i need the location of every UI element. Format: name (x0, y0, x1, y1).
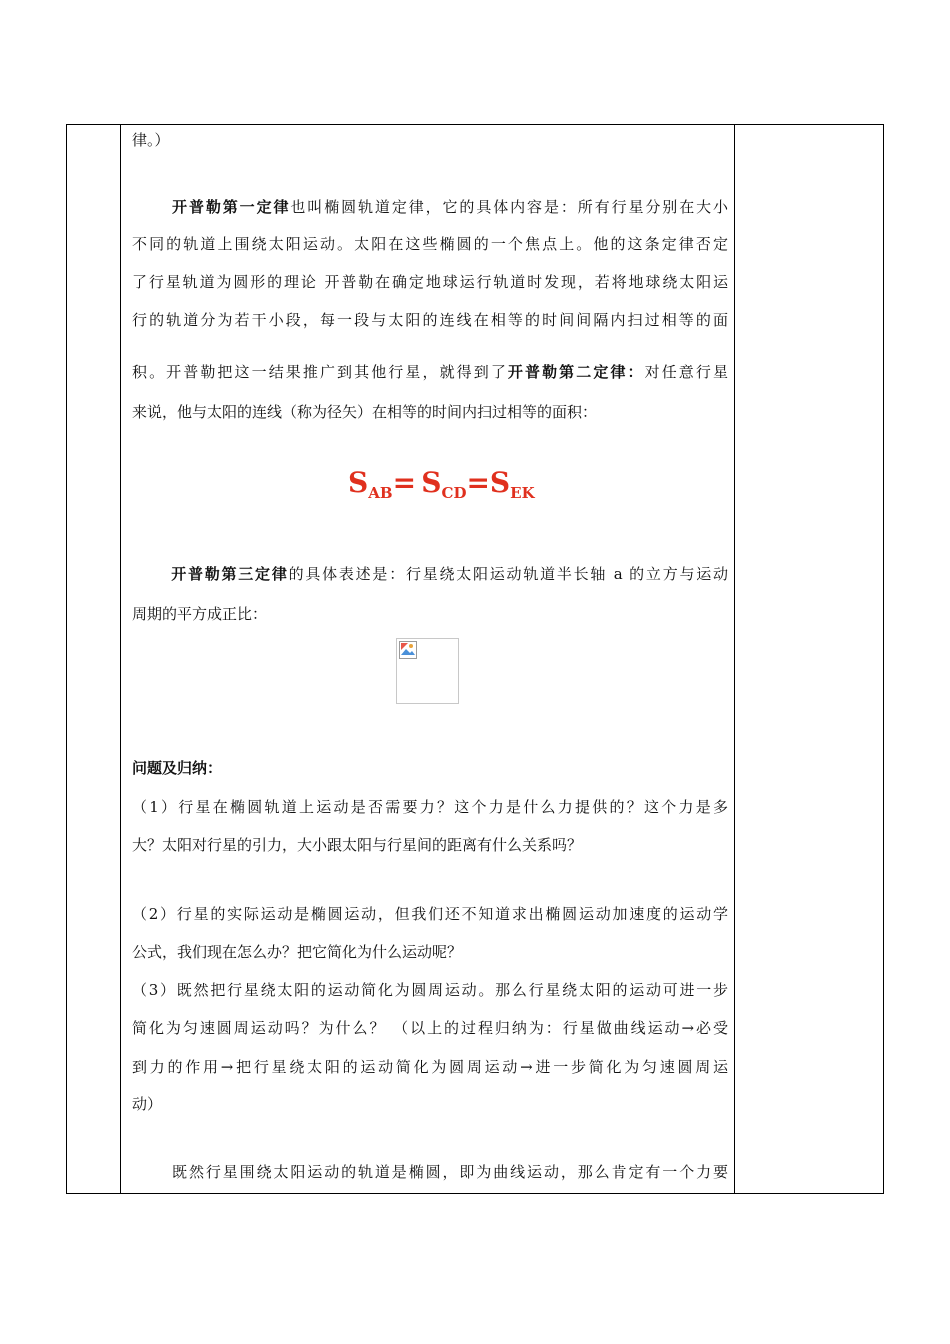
text-line: 行的轨道分为若干小段，每一段与太阳的连线在相等的时间间隔内扫过相等的面 (132, 311, 728, 329)
text-line: 简化为匀速圆周运动吗？为什么？ （以上的过程归纳为：行星做曲线运动→必受 (132, 1019, 728, 1037)
formula-symbol: S (421, 466, 442, 499)
formula-equals: = (392, 466, 417, 499)
text-line: （2）行星的实际运动是椭圆运动，但我们还不知道求出椭圆运动加速度的运动学 (132, 905, 728, 923)
formula-subscript: EK (510, 484, 535, 502)
text-span: 对任意行星 (644, 363, 728, 381)
section-heading: 问题及归纳： (132, 759, 223, 777)
text-span: 积。开普勒把这一结果推广到其他行星，就得到了 (132, 363, 508, 381)
text-line: 不同的轨道上围绕太阳运动。太阳在这些椭圆的一个焦点上。他的这条定律否定 (132, 235, 728, 253)
text-line: 公式，我们现在怎么办？把它简化为什么运动呢？ (132, 943, 463, 961)
text-line: （1）行星在椭圆轨道上运动是否需要力？这个力是什么力提供的？这个力是多 (132, 798, 728, 816)
text-span: 既然行星围绕太阳运动的轨道是椭圆，即为曲线运动，那么肯定有一个力要 (172, 1163, 728, 1181)
text-line: 来说，他与太阳的连线（称为径矢）在相等的时间内扫过相等的面积： (132, 403, 598, 421)
table-divider-right (734, 124, 735, 1194)
formula-subscript: CD (441, 484, 467, 502)
image-placeholder (396, 638, 459, 704)
kepler-second-law-term: 开普勒第二定律： (507, 363, 645, 381)
text-line: 动） (132, 1095, 163, 1113)
text-line: 了行星轨道为圆形的理论 开普勒在确定地球运行轨道时发现，若将地球绕太阳运 (132, 273, 728, 291)
text-span: 的具体表述是：行星绕太阳运动轨道半长轴 a 的立方与运动 (288, 565, 729, 583)
kepler-third-law-term: 开普勒第三定律 (171, 565, 289, 583)
formula-symbol: S (348, 466, 369, 499)
text-line: 周期的平方成正比： (132, 605, 268, 623)
formula-symbol: S (489, 466, 511, 499)
text-line: 到力的作用→把行星绕太阳的运动简化为圆周运动→进一步简化为匀速圆周运 (132, 1058, 728, 1076)
broken-image-icon (399, 641, 417, 659)
kepler-first-law-term: 开普勒第一定律 (172, 198, 291, 216)
kepler-second-law-line (132, 362, 728, 382)
last-paragraph-line (132, 1162, 728, 1182)
text-span: 也叫椭圆轨道定律，它的具体内容是：所有行星分别在大小 (290, 198, 728, 216)
table-divider-left (120, 124, 121, 1194)
text-line: 大？太阳对行星的引力，大小跟太阳与行星间的距离有什么关系吗？ (132, 836, 583, 854)
text-line: 律。） (132, 131, 170, 149)
text-line: （3）既然把行星绕太阳的运动简化为圆周运动。那么行星绕太阳的运动可进一步 (132, 981, 728, 999)
kepler-third-law-line (132, 564, 728, 584)
area-formula (348, 466, 535, 502)
kepler-first-law-line (132, 197, 728, 217)
formula-equals: = (466, 466, 490, 499)
formula-subscript: AB (368, 484, 393, 502)
